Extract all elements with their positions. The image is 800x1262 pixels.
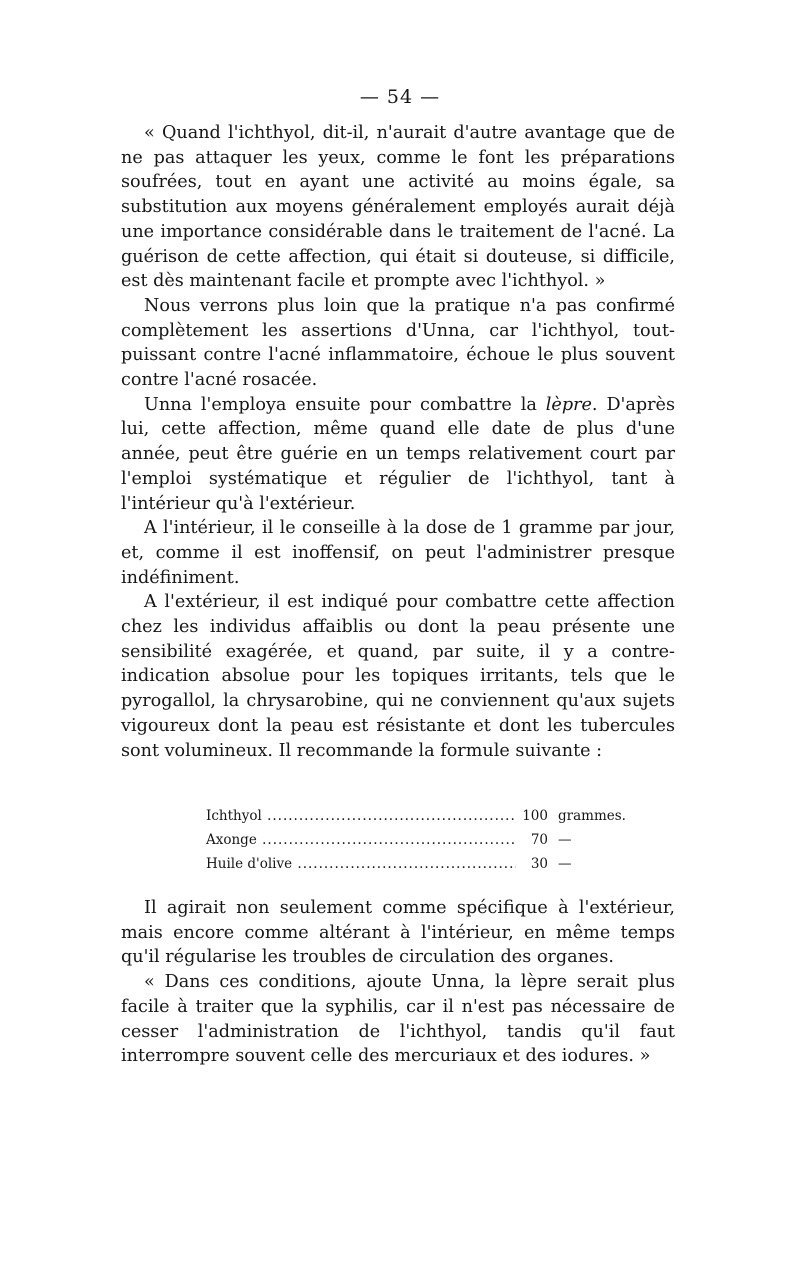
ingredient-unit: —	[558, 856, 572, 872]
ingredient-name: Huile d'olive .....	[206, 852, 516, 876]
paragraph	[121, 393, 675, 517]
formula-row	[206, 804, 626, 828]
ingredient-quantity: 70	[530, 832, 548, 848]
paragraph-text: . D'après lui, cette affection, même quand elle date de plus d'une année, peut être guérie en un temps relativement court par l'emploi systématique et régulier de l'ichthyol, tant à l'intérieur qu'à l'extérieur.	[121, 394, 675, 514]
formula-row	[206, 828, 626, 852]
paragraph: Nous verrons plus loin que la pratique n'a pas confirmé complètement les assertions d'Unna, car l'ichthyol, tout-puissant contre l'acné inflammatoire, échoue le plus souvent contre l'acné rosacée.	[121, 295, 675, 391]
ingredient-unit: grammes.	[558, 808, 626, 824]
paragraph: « Dans ces conditions, ajoute Unna, la lèpre serait plus facile à traiter que la syphilis, car il n'est pas nécessaire de cesser l'administration de l'ichthyol, tandis qu'il faut interrompre souvent celle des mercuriaux et des iodures. »	[121, 972, 675, 1067]
paragraph: Il agirait non seulement comme spécifique à l'extérieur, mais encore comme altérant à l'intérieur, en même temps qu'il régularise les troubles de circulation des organes.	[121, 898, 675, 968]
formula-row	[206, 852, 626, 876]
ingredient-unit: —	[558, 832, 572, 848]
ingredient-name: Ichthyol .....	[206, 804, 516, 828]
paragraph: A l'intérieur, il le conseille à la dose de 1 gramme par jour, et, comme il est inoffensif, on peut l'administrer presque indéfiniment.	[121, 518, 675, 588]
paragraph: « Quand l'ichthyol, dit-il, n'aurait d'autre avantage que de ne pas attaquer les yeux, comme le font les préparations soufrées, tout en ayant une activité au moins égale, sa substitution aux moyens généralement employés aurait déjà une importance considérable dans le traitement de l'acné. La guérison de cette affection, qui était si douteuse, si difficile, est dès maintenant facile et prompte avec l'ichthyol. »	[121, 123, 675, 292]
ingredient-name: Axonge .....	[206, 828, 516, 852]
italic-term: lèpre	[545, 394, 592, 415]
page-number: — 54 —	[359, 86, 441, 108]
text-block-top	[121, 121, 675, 763]
formula-table	[206, 804, 626, 876]
ingredient-quantity: 30	[530, 856, 548, 872]
paragraph-text: Unna l'employa ensuite pour combattre la	[144, 394, 546, 415]
ingredient-quantity: 100	[522, 808, 548, 824]
paragraph: A l'extérieur, il est indiqué pour combattre cette affection chez les individus affaiblis ou dont la peau présente une sensibilité exagérée, et quand, par suite, il y a contre-indication absolue pour les topiques irritants, tels que le pyrogallol, la chrysarobine, qui ne conviennent qu'aux sujets vigoureux dont la peau est résistante et dont les tubercules sont volumineux. Il recommande la formule suivante :	[121, 592, 675, 761]
text-block-bottom	[121, 896, 675, 1069]
